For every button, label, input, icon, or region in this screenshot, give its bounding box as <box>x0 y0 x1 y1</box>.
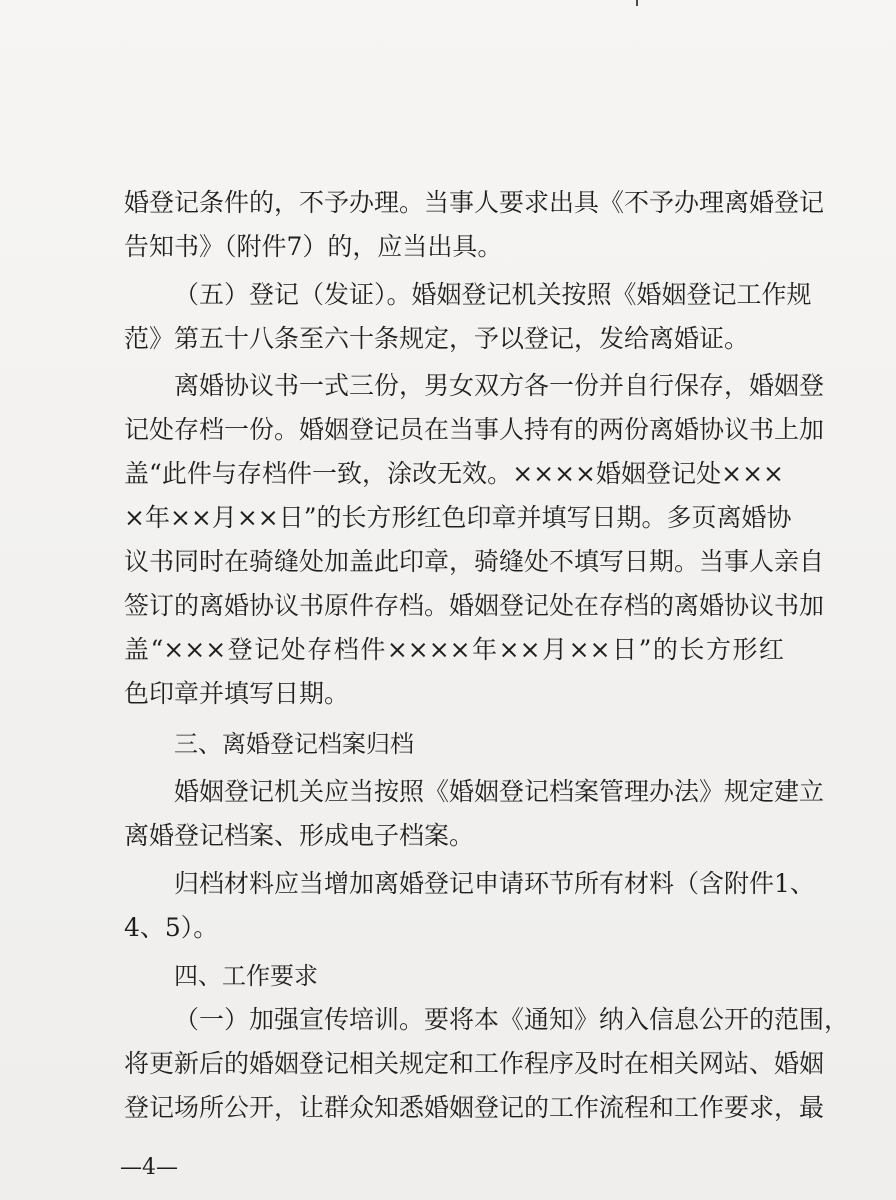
text-line-13: 婚姻登记机关应当按照《婚姻登记档案管理办法》规定建立 <box>174 777 825 806</box>
text-line-5: 离婚协议书一式三份，男女双方各一份并自行保存，婚姻登 <box>174 371 825 400</box>
text-line-15: 归档材料应当增加离婚登记申请环节所有材料（含附件1、 <box>174 869 815 898</box>
text-line-8: ×年××月××日”的长方形红色印章并填写日期。多页离婚协 <box>124 503 792 532</box>
text-line-19: 登记场所公开，让群众知悉婚姻登记的工作流程和工作要求，最 <box>124 1093 825 1122</box>
text-line-11: 盖“×××登记处存档件××××年××月××日”的长方形红 <box>124 635 784 664</box>
section-heading-4: 四、工作要求 <box>174 962 318 990</box>
text-line-2: 告知书》（附件7）的，应当出具。 <box>124 232 503 261</box>
text-line-16: 4、5）。 <box>124 913 219 942</box>
text-line-4: 范》第五十八条至六十条规定，予以登记，发给离婚证。 <box>124 324 750 353</box>
text-line-1: 婚登记条件的，不予办理。当事人要求出具《不予办理离婚登记 <box>124 188 825 217</box>
page-number: —4— <box>120 1155 178 1180</box>
text-line-3: （五）登记（发证）。婚姻登记机关按照《婚姻登记工作规 <box>174 280 812 309</box>
text-line-9: 议书同时在骑缝处加盖此印章，骑缝处不填写日期。当事人亲自 <box>124 547 825 576</box>
text-line-14: 离婚登记档案、形成电子档案。 <box>124 821 475 850</box>
text-line-17: （一）加强宣传培训。要将本《通知》纳入信息公开的范围， <box>174 1005 850 1034</box>
text-line-6: 记处存档一份。婚姻登记员在当事人持有的两份离婚协议书上加 <box>124 415 825 444</box>
text-line-12: 色印章并填写日期。 <box>124 679 350 708</box>
text-line-10: 签订的离婚协议书原件存档。婚姻登记处在存档的离婚协议书加 <box>124 591 825 620</box>
section-heading-3: 三、离婚登记档案归档 <box>174 730 414 758</box>
top-edge-mark <box>636 0 638 6</box>
text-line-7: 盖“此件与存档件一致，涂改无效。××××婚姻登记处××× <box>124 459 784 488</box>
text-line-18: 将更新后的婚姻登记相关规定和工作程序及时在相关网站、婚姻 <box>124 1049 825 1078</box>
